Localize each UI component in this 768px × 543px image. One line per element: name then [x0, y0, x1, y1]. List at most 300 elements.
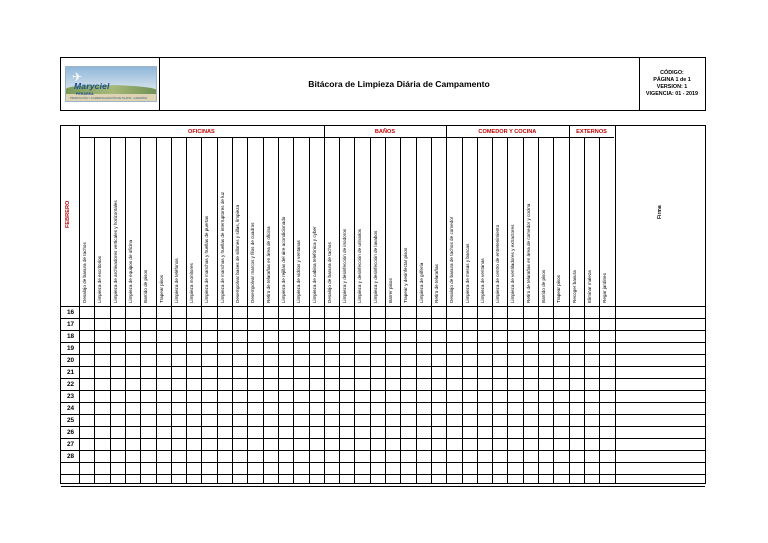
log-entry-cell[interactable]: [248, 307, 262, 318]
log-entry-cell[interactable]: [570, 319, 584, 330]
log-entry-cell[interactable]: [233, 451, 247, 462]
log-entry-cell[interactable]: [248, 379, 262, 390]
log-entry-cell[interactable]: [600, 379, 614, 390]
log-entry-cell[interactable]: [371, 463, 385, 474]
log-entry-cell[interactable]: [310, 439, 324, 450]
log-entry-cell[interactable]: [95, 487, 109, 498]
log-entry-cell[interactable]: [570, 451, 584, 462]
log-entry-cell[interactable]: [218, 319, 232, 330]
log-entry-cell[interactable]: [386, 451, 400, 462]
log-entry-cell[interactable]: [157, 331, 171, 342]
log-entry-cell[interactable]: [141, 379, 155, 390]
log-entry-cell[interactable]: [432, 415, 446, 426]
log-entry-cell[interactable]: [493, 319, 507, 330]
log-entry-cell[interactable]: [141, 331, 155, 342]
log-entry-cell[interactable]: [80, 355, 94, 366]
log-entry-cell[interactable]: [463, 355, 477, 366]
log-entry-cell[interactable]: [493, 307, 507, 318]
log-entry-cell[interactable]: [233, 403, 247, 414]
signature-cell[interactable]: [616, 439, 706, 450]
log-entry-cell[interactable]: [157, 403, 171, 414]
log-entry-cell[interactable]: [478, 355, 492, 366]
log-entry-cell[interactable]: [600, 391, 614, 402]
log-entry-cell[interactable]: [401, 403, 415, 414]
log-entry-cell[interactable]: [325, 355, 339, 366]
log-entry-cell[interactable]: [111, 355, 125, 366]
log-entry-cell[interactable]: [401, 355, 415, 366]
log-entry-cell[interactable]: [141, 451, 155, 462]
log-entry-cell[interactable]: [294, 379, 308, 390]
log-entry-cell[interactable]: [310, 415, 324, 426]
log-entry-cell[interactable]: [417, 451, 431, 462]
log-entry-cell[interactable]: [157, 343, 171, 354]
log-entry-cell[interactable]: [157, 379, 171, 390]
log-entry-cell[interactable]: [157, 319, 171, 330]
log-entry-cell[interactable]: [264, 403, 278, 414]
log-entry-cell[interactable]: [447, 331, 461, 342]
log-entry-cell[interactable]: [570, 403, 584, 414]
log-entry-cell[interactable]: [248, 355, 262, 366]
log-entry-cell[interactable]: [401, 331, 415, 342]
log-entry-cell[interactable]: [463, 451, 477, 462]
log-entry-cell[interactable]: [325, 439, 339, 450]
log-entry-cell[interactable]: [279, 415, 293, 426]
log-entry-cell[interactable]: [202, 475, 216, 486]
log-entry-cell[interactable]: [432, 307, 446, 318]
signature-cell[interactable]: [616, 475, 706, 486]
log-entry-cell[interactable]: [539, 307, 553, 318]
log-entry-cell[interactable]: [432, 331, 446, 342]
log-entry-cell[interactable]: [325, 415, 339, 426]
log-entry-cell[interactable]: [126, 439, 140, 450]
log-entry-cell[interactable]: [187, 367, 201, 378]
log-entry-cell[interactable]: [401, 475, 415, 486]
log-entry-cell[interactable]: [172, 343, 186, 354]
log-entry-cell[interactable]: [325, 403, 339, 414]
log-entry-cell[interactable]: [264, 415, 278, 426]
log-entry-cell[interactable]: [600, 427, 614, 438]
log-entry-cell[interactable]: [585, 355, 599, 366]
log-entry-cell[interactable]: [218, 391, 232, 402]
log-entry-cell[interactable]: [355, 319, 369, 330]
log-entry-cell[interactable]: [248, 451, 262, 462]
log-entry-cell[interactable]: [478, 403, 492, 414]
log-entry-cell[interactable]: [447, 343, 461, 354]
log-entry-cell[interactable]: [447, 403, 461, 414]
log-entry-cell[interactable]: [401, 379, 415, 390]
log-entry-cell[interactable]: [218, 427, 232, 438]
signature-cell[interactable]: [616, 487, 706, 498]
log-entry-cell[interactable]: [355, 331, 369, 342]
log-entry-cell[interactable]: [80, 403, 94, 414]
log-entry-cell[interactable]: [141, 439, 155, 450]
log-entry-cell[interactable]: [371, 367, 385, 378]
log-entry-cell[interactable]: [386, 379, 400, 390]
log-entry-cell[interactable]: [355, 463, 369, 474]
log-entry-cell[interactable]: [141, 463, 155, 474]
log-entry-cell[interactable]: [141, 427, 155, 438]
log-entry-cell[interactable]: [463, 319, 477, 330]
log-entry-cell[interactable]: [294, 391, 308, 402]
log-entry-cell[interactable]: [554, 379, 568, 390]
log-entry-cell[interactable]: [554, 343, 568, 354]
log-entry-cell[interactable]: [570, 391, 584, 402]
log-entry-cell[interactable]: [141, 367, 155, 378]
log-entry-cell[interactable]: [508, 307, 522, 318]
log-entry-cell[interactable]: [248, 403, 262, 414]
log-entry-cell[interactable]: [80, 343, 94, 354]
log-entry-cell[interactable]: [279, 343, 293, 354]
log-entry-cell[interactable]: [264, 427, 278, 438]
log-entry-cell[interactable]: [585, 343, 599, 354]
log-entry-cell[interactable]: [310, 355, 324, 366]
log-entry-cell[interactable]: [80, 307, 94, 318]
log-entry-cell[interactable]: [126, 319, 140, 330]
log-entry-cell[interactable]: [80, 415, 94, 426]
log-entry-cell[interactable]: [294, 355, 308, 366]
log-entry-cell[interactable]: [264, 451, 278, 462]
log-entry-cell[interactable]: [386, 319, 400, 330]
log-entry-cell[interactable]: [172, 403, 186, 414]
log-entry-cell[interactable]: [386, 415, 400, 426]
log-entry-cell[interactable]: [111, 487, 125, 498]
log-entry-cell[interactable]: [585, 391, 599, 402]
log-entry-cell[interactable]: [126, 367, 140, 378]
log-entry-cell[interactable]: [218, 379, 232, 390]
log-entry-cell[interactable]: [187, 343, 201, 354]
log-entry-cell[interactable]: [172, 439, 186, 450]
log-entry-cell[interactable]: [294, 307, 308, 318]
log-entry-cell[interactable]: [432, 391, 446, 402]
log-entry-cell[interactable]: [95, 307, 109, 318]
log-entry-cell[interactable]: [570, 379, 584, 390]
log-entry-cell[interactable]: [493, 475, 507, 486]
log-entry-cell[interactable]: [570, 463, 584, 474]
log-entry-cell[interactable]: [401, 319, 415, 330]
log-entry-cell[interactable]: [447, 427, 461, 438]
log-entry-cell[interactable]: [202, 487, 216, 498]
log-entry-cell[interactable]: [279, 379, 293, 390]
log-entry-cell[interactable]: [508, 403, 522, 414]
log-entry-cell[interactable]: [463, 367, 477, 378]
log-entry-cell[interactable]: [218, 307, 232, 318]
log-entry-cell[interactable]: [386, 367, 400, 378]
log-entry-cell[interactable]: [111, 343, 125, 354]
log-entry-cell[interactable]: [508, 355, 522, 366]
log-entry-cell[interactable]: [600, 451, 614, 462]
log-entry-cell[interactable]: [371, 415, 385, 426]
log-entry-cell[interactable]: [141, 343, 155, 354]
log-entry-cell[interactable]: [585, 475, 599, 486]
log-entry-cell[interactable]: [417, 415, 431, 426]
log-entry-cell[interactable]: [126, 379, 140, 390]
log-entry-cell[interactable]: [340, 427, 354, 438]
log-entry-cell[interactable]: [202, 415, 216, 426]
log-entry-cell[interactable]: [524, 391, 538, 402]
log-entry-cell[interactable]: [508, 451, 522, 462]
log-entry-cell[interactable]: [233, 487, 247, 498]
log-entry-cell[interactable]: [432, 451, 446, 462]
log-entry-cell[interactable]: [432, 487, 446, 498]
log-entry-cell[interactable]: [202, 451, 216, 462]
log-entry-cell[interactable]: [478, 439, 492, 450]
log-entry-cell[interactable]: [126, 355, 140, 366]
log-entry-cell[interactable]: [80, 391, 94, 402]
log-entry-cell[interactable]: [218, 367, 232, 378]
log-entry-cell[interactable]: [294, 403, 308, 414]
log-entry-cell[interactable]: [570, 487, 584, 498]
log-entry-cell[interactable]: [202, 319, 216, 330]
log-entry-cell[interactable]: [111, 319, 125, 330]
log-entry-cell[interactable]: [447, 415, 461, 426]
log-entry-cell[interactable]: [126, 415, 140, 426]
log-entry-cell[interactable]: [386, 463, 400, 474]
log-entry-cell[interactable]: [202, 307, 216, 318]
log-entry-cell[interactable]: [539, 343, 553, 354]
log-entry-cell[interactable]: [202, 391, 216, 402]
log-entry-cell[interactable]: [524, 403, 538, 414]
log-entry-cell[interactable]: [248, 475, 262, 486]
log-entry-cell[interactable]: [539, 367, 553, 378]
log-entry-cell[interactable]: [157, 415, 171, 426]
log-entry-cell[interactable]: [355, 379, 369, 390]
log-entry-cell[interactable]: [325, 343, 339, 354]
log-entry-cell[interactable]: [417, 475, 431, 486]
signature-cell[interactable]: [616, 427, 706, 438]
log-entry-cell[interactable]: [463, 331, 477, 342]
log-entry-cell[interactable]: [172, 379, 186, 390]
signature-cell[interactable]: [616, 451, 706, 462]
log-entry-cell[interactable]: [325, 319, 339, 330]
log-entry-cell[interactable]: [80, 331, 94, 342]
log-entry-cell[interactable]: [310, 391, 324, 402]
log-entry-cell[interactable]: [508, 487, 522, 498]
log-entry-cell[interactable]: [447, 451, 461, 462]
log-entry-cell[interactable]: [111, 463, 125, 474]
log-entry-cell[interactable]: [570, 343, 584, 354]
log-entry-cell[interactable]: [126, 391, 140, 402]
log-entry-cell[interactable]: [187, 475, 201, 486]
log-entry-cell[interactable]: [539, 439, 553, 450]
log-entry-cell[interactable]: [95, 379, 109, 390]
log-entry-cell[interactable]: [264, 439, 278, 450]
log-entry-cell[interactable]: [570, 355, 584, 366]
log-entry-cell[interactable]: [417, 343, 431, 354]
log-entry-cell[interactable]: [218, 355, 232, 366]
log-entry-cell[interactable]: [202, 367, 216, 378]
log-entry-cell[interactable]: [279, 331, 293, 342]
log-entry-cell[interactable]: [401, 343, 415, 354]
log-entry-cell[interactable]: [386, 331, 400, 342]
log-entry-cell[interactable]: [95, 427, 109, 438]
log-entry-cell[interactable]: [111, 439, 125, 450]
log-entry-cell[interactable]: [585, 487, 599, 498]
log-entry-cell[interactable]: [141, 403, 155, 414]
log-entry-cell[interactable]: [157, 391, 171, 402]
log-entry-cell[interactable]: [126, 343, 140, 354]
log-entry-cell[interactable]: [233, 379, 247, 390]
log-entry-cell[interactable]: [371, 319, 385, 330]
log-entry-cell[interactable]: [95, 367, 109, 378]
log-entry-cell[interactable]: [401, 307, 415, 318]
log-entry-cell[interactable]: [202, 331, 216, 342]
log-entry-cell[interactable]: [524, 355, 538, 366]
log-entry-cell[interactable]: [340, 379, 354, 390]
log-entry-cell[interactable]: [172, 391, 186, 402]
log-entry-cell[interactable]: [111, 379, 125, 390]
log-entry-cell[interactable]: [447, 391, 461, 402]
log-entry-cell[interactable]: [539, 475, 553, 486]
log-entry-cell[interactable]: [187, 487, 201, 498]
log-entry-cell[interactable]: [539, 427, 553, 438]
log-entry-cell[interactable]: [279, 439, 293, 450]
log-entry-cell[interactable]: [218, 439, 232, 450]
log-entry-cell[interactable]: [248, 391, 262, 402]
log-entry-cell[interactable]: [463, 403, 477, 414]
log-entry-cell[interactable]: [463, 415, 477, 426]
log-entry-cell[interactable]: [463, 439, 477, 450]
log-entry-cell[interactable]: [294, 319, 308, 330]
log-entry-cell[interactable]: [248, 367, 262, 378]
log-entry-cell[interactable]: [447, 355, 461, 366]
log-entry-cell[interactable]: [585, 451, 599, 462]
log-entry-cell[interactable]: [585, 331, 599, 342]
signature-cell[interactable]: [616, 391, 706, 402]
log-entry-cell[interactable]: [80, 319, 94, 330]
log-entry-cell[interactable]: [585, 379, 599, 390]
log-entry-cell[interactable]: [233, 439, 247, 450]
log-entry-cell[interactable]: [233, 307, 247, 318]
log-entry-cell[interactable]: [478, 451, 492, 462]
log-entry-cell[interactable]: [264, 355, 278, 366]
log-entry-cell[interactable]: [141, 319, 155, 330]
log-entry-cell[interactable]: [539, 415, 553, 426]
log-entry-cell[interactable]: [524, 343, 538, 354]
log-entry-cell[interactable]: [432, 379, 446, 390]
log-entry-cell[interactable]: [141, 391, 155, 402]
log-entry-cell[interactable]: [585, 307, 599, 318]
log-entry-cell[interactable]: [202, 403, 216, 414]
log-entry-cell[interactable]: [310, 403, 324, 414]
log-entry-cell[interactable]: [187, 355, 201, 366]
log-entry-cell[interactable]: [325, 475, 339, 486]
log-entry-cell[interactable]: [463, 463, 477, 474]
log-entry-cell[interactable]: [172, 415, 186, 426]
log-entry-cell[interactable]: [386, 427, 400, 438]
log-entry-cell[interactable]: [310, 343, 324, 354]
log-entry-cell[interactable]: [493, 427, 507, 438]
log-entry-cell[interactable]: [355, 355, 369, 366]
log-entry-cell[interactable]: [233, 391, 247, 402]
log-entry-cell[interactable]: [310, 331, 324, 342]
log-entry-cell[interactable]: [447, 439, 461, 450]
log-entry-cell[interactable]: [417, 403, 431, 414]
log-entry-cell[interactable]: [417, 319, 431, 330]
log-entry-cell[interactable]: [340, 391, 354, 402]
log-entry-cell[interactable]: [554, 331, 568, 342]
log-entry-cell[interactable]: [386, 475, 400, 486]
log-entry-cell[interactable]: [432, 343, 446, 354]
log-entry-cell[interactable]: [524, 475, 538, 486]
log-entry-cell[interactable]: [355, 475, 369, 486]
log-entry-cell[interactable]: [279, 367, 293, 378]
log-entry-cell[interactable]: [264, 331, 278, 342]
log-entry-cell[interactable]: [524, 451, 538, 462]
log-entry-cell[interactable]: [463, 487, 477, 498]
log-entry-cell[interactable]: [233, 475, 247, 486]
log-entry-cell[interactable]: [585, 427, 599, 438]
log-entry-cell[interactable]: [570, 415, 584, 426]
log-entry-cell[interactable]: [126, 427, 140, 438]
log-entry-cell[interactable]: [248, 331, 262, 342]
log-entry-cell[interactable]: [585, 319, 599, 330]
log-entry-cell[interactable]: [233, 343, 247, 354]
log-entry-cell[interactable]: [111, 475, 125, 486]
log-entry-cell[interactable]: [493, 403, 507, 414]
log-entry-cell[interactable]: [554, 415, 568, 426]
log-entry-cell[interactable]: [264, 487, 278, 498]
log-entry-cell[interactable]: [386, 355, 400, 366]
log-entry-cell[interactable]: [141, 415, 155, 426]
log-entry-cell[interactable]: [539, 331, 553, 342]
log-entry-cell[interactable]: [508, 475, 522, 486]
log-entry-cell[interactable]: [157, 487, 171, 498]
log-entry-cell[interactable]: [157, 367, 171, 378]
log-entry-cell[interactable]: [371, 451, 385, 462]
log-entry-cell[interactable]: [463, 307, 477, 318]
log-entry-cell[interactable]: [157, 307, 171, 318]
log-entry-cell[interactable]: [187, 319, 201, 330]
log-entry-cell[interactable]: [294, 427, 308, 438]
log-entry-cell[interactable]: [371, 331, 385, 342]
log-entry-cell[interactable]: [386, 487, 400, 498]
log-entry-cell[interactable]: [478, 319, 492, 330]
log-entry-cell[interactable]: [401, 391, 415, 402]
log-entry-cell[interactable]: [126, 463, 140, 474]
log-entry-cell[interactable]: [585, 403, 599, 414]
log-entry-cell[interactable]: [325, 427, 339, 438]
log-entry-cell[interactable]: [80, 367, 94, 378]
log-entry-cell[interactable]: [371, 475, 385, 486]
log-entry-cell[interactable]: [111, 451, 125, 462]
log-entry-cell[interactable]: [187, 403, 201, 414]
log-entry-cell[interactable]: [310, 487, 324, 498]
log-entry-cell[interactable]: [447, 379, 461, 390]
log-entry-cell[interactable]: [432, 355, 446, 366]
log-entry-cell[interactable]: [264, 463, 278, 474]
log-entry-cell[interactable]: [340, 487, 354, 498]
log-entry-cell[interactable]: [508, 331, 522, 342]
log-entry-cell[interactable]: [478, 475, 492, 486]
log-entry-cell[interactable]: [202, 439, 216, 450]
log-entry-cell[interactable]: [600, 319, 614, 330]
log-entry-cell[interactable]: [264, 307, 278, 318]
log-entry-cell[interactable]: [478, 415, 492, 426]
log-entry-cell[interactable]: [141, 307, 155, 318]
log-entry-cell[interactable]: [355, 415, 369, 426]
log-entry-cell[interactable]: [95, 343, 109, 354]
log-entry-cell[interactable]: [248, 415, 262, 426]
log-entry-cell[interactable]: [570, 331, 584, 342]
log-entry-cell[interactable]: [508, 343, 522, 354]
log-entry-cell[interactable]: [264, 379, 278, 390]
log-entry-cell[interactable]: [554, 319, 568, 330]
log-entry-cell[interactable]: [218, 403, 232, 414]
log-entry-cell[interactable]: [386, 439, 400, 450]
log-entry-cell[interactable]: [600, 487, 614, 498]
log-entry-cell[interactable]: [600, 439, 614, 450]
log-entry-cell[interactable]: [141, 487, 155, 498]
